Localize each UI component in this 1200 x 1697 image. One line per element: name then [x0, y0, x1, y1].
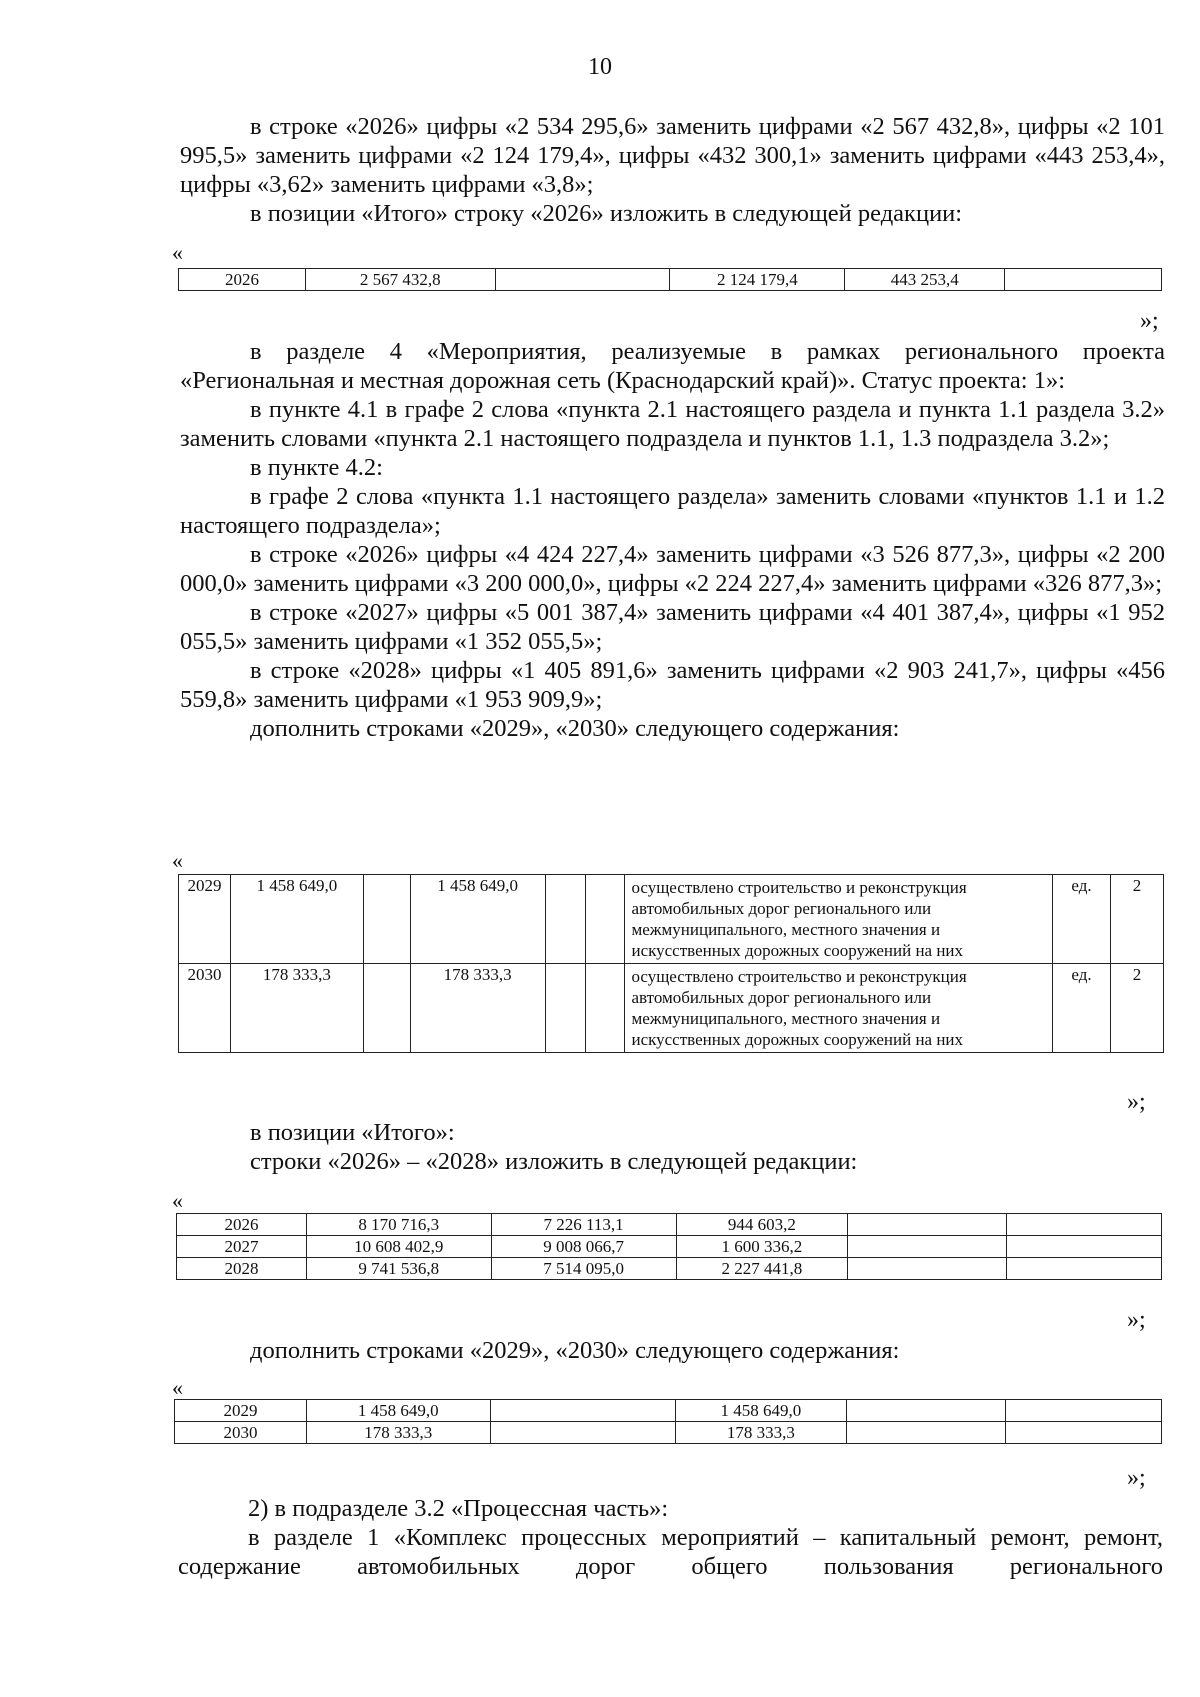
table-cell: [1007, 1236, 1162, 1258]
table-cell: [847, 1422, 1006, 1444]
table-totals-2029-2030: [174, 1399, 1162, 1444]
table-row: [175, 1400, 1162, 1422]
table-cell: 1 458 649,0: [306, 1400, 490, 1422]
table-row: [175, 1422, 1162, 1444]
paragraph: в разделе 1 «Комплекс процессных мероприятий – капитальный ремонт, ремонт, содержание автомобильных дорог общего пользования регионального: [178, 1524, 1163, 1580]
paragraph-block-4: [180, 1336, 1165, 1365]
paragraph: дополнить строками «2029», «2030» следующего содержания:: [250, 715, 900, 742]
table-cell: [1007, 1214, 1162, 1236]
table-cell: 1 458 649,0: [675, 1400, 847, 1422]
table-cell: [1006, 1400, 1162, 1422]
close-quote: »;: [1127, 1307, 1146, 1333]
close-quote: »;: [1127, 1089, 1146, 1115]
table-cell: [1007, 1258, 1162, 1280]
table-cell-unit: ед.: [1053, 875, 1111, 964]
table-row: [177, 1236, 1162, 1258]
table-cell: 2027: [177, 1236, 307, 1258]
table-cell: 2: [1110, 875, 1163, 964]
paragraph: в пункте 4.1 в графе 2 слова «пункта 2.1 настоящего раздела и пункта 1.1 раздела 3.2» заменить словами «пункта 2.1 настоящего подраздела и пунктов 1.1, 1.3 подраздела 3.2»;: [180, 396, 1165, 452]
table-cell: 2026: [179, 269, 306, 291]
table-cell: [848, 1214, 1007, 1236]
table-cell-description: осуществлено строительство и реконструкция автомобильных дорог регионального или межмуниципального, местного значения и искусственных дорожных сооружений на них: [625, 875, 1053, 964]
table-cell: [545, 875, 585, 964]
table-cell: 1 458 649,0: [410, 875, 545, 964]
table-cell: 2 124 179,4: [670, 269, 845, 291]
table-cell: 8 170 716,3: [306, 1214, 491, 1236]
table-row: [177, 1258, 1162, 1280]
paragraph-block-5: [178, 1494, 1163, 1581]
open-quote: «: [172, 1375, 183, 1400]
paragraph: в строке «2028» цифры «1 405 891,6» заменить цифрами «2 903 241,7», цифры «456 559,8» заменить цифрами «1 953 909,9»;: [180, 657, 1165, 713]
table-cell: [490, 1422, 675, 1444]
paragraph: в строке «2027» цифры «5 001 387,4» заменить цифрами «4 401 387,4», цифры «1 952 055,5» заменить цифрами «1 352 055,5»;: [180, 599, 1165, 655]
table-cell: [585, 875, 625, 964]
table-cell: [1006, 1422, 1162, 1444]
table-cell: [848, 1258, 1007, 1280]
paragraph-block-3: [180, 1118, 1165, 1176]
table-cell: 2026: [177, 1214, 307, 1236]
paragraph-block-1: [180, 112, 1165, 228]
table-2026-total: [178, 268, 1162, 291]
table-cell: 2 227 441,8: [676, 1258, 848, 1280]
paragraph: в пункте 4.2:: [250, 454, 383, 481]
table-cell: 2029: [175, 1400, 307, 1422]
table-row: [177, 1214, 1162, 1236]
close-quote: »;: [1127, 1465, 1146, 1491]
open-quote: «: [172, 1188, 183, 1213]
table-cell: [847, 1400, 1006, 1422]
table-cell: 10 608 402,9: [306, 1236, 491, 1258]
table-cell: 7 226 113,1: [491, 1214, 676, 1236]
table-cell: [1005, 269, 1162, 291]
table-cell: [363, 875, 410, 964]
paragraph-block-2: [180, 337, 1165, 743]
paragraph: в позиции «Итого» строку «2026» изложить в следующей редакции:: [250, 200, 963, 227]
table-cell: 9 008 066,7: [491, 1236, 676, 1258]
table-cell: [585, 964, 625, 1053]
table-cell: 1 458 649,0: [230, 875, 363, 964]
paragraph: строки «2026» – «2028» изложить в следующей редакции:: [250, 1148, 858, 1175]
table-totals-2026-2028: [176, 1213, 1162, 1280]
table-cell: 2030: [175, 1422, 307, 1444]
table-cell: 2: [1110, 964, 1163, 1053]
page-number: 10: [588, 54, 612, 80]
table-cell: 2029: [179, 875, 231, 964]
open-quote: «: [172, 240, 183, 265]
table-measures-2029-2030: [178, 874, 1164, 1053]
table-cell: 178 333,3: [306, 1422, 490, 1444]
table-cell: 9 741 536,8: [306, 1258, 491, 1280]
table-row: [179, 964, 1164, 1053]
table-cell: [490, 1400, 675, 1422]
table-cell: 7 514 095,0: [491, 1258, 676, 1280]
table-row: [179, 875, 1164, 964]
table-cell-description: осуществлено строительство и реконструкция автомобильных дорог регионального или межмуниципального, местного значения и искусственных дорожных сооружений на них: [625, 964, 1053, 1053]
paragraph: в графе 2 слова «пункта 1.1 настоящего раздела» заменить словами «пунктов 1.1 и 1.2 настоящего подраздела»;: [180, 483, 1165, 539]
table-cell: 944 603,2: [676, 1214, 848, 1236]
paragraph: дополнить строками «2029», «2030» следующего содержания:: [250, 1337, 900, 1364]
table-cell: 178 333,3: [410, 964, 545, 1053]
close-quote: »;: [1140, 308, 1159, 334]
table-cell: 2 567 432,8: [305, 269, 495, 291]
table-cell: 2030: [179, 964, 231, 1053]
paragraph: в позиции «Итого»:: [250, 1119, 455, 1146]
table-cell: [848, 1236, 1007, 1258]
table-cell-unit: ед.: [1053, 964, 1111, 1053]
paragraph: в строке «2026» цифры «4 424 227,4» заменить цифрами «3 526 877,3», цифры «2 200 000,0» заменить цифрами «3 200 000,0», цифры «2 224 227,4» заменить цифрами «326 877,3»;: [180, 541, 1165, 597]
table-row: [179, 269, 1162, 291]
open-quote: «: [172, 848, 183, 873]
table-cell: 1 600 336,2: [676, 1236, 848, 1258]
paragraph: в строке «2026» цифры «2 534 295,6» заменить цифрами «2 567 432,8», цифры «2 101 995,5» заменить цифрами «2 124 179,4», цифры «432 300,1» заменить цифрами «443 253,4», цифры «3,62» заменить цифрами «3,8»;: [180, 113, 1165, 198]
table-cell: 2028: [177, 1258, 307, 1280]
table-cell: [545, 964, 585, 1053]
table-cell: 178 333,3: [675, 1422, 847, 1444]
paragraph: в разделе 4 «Мероприятия, реализуемые в рамках регионального проекта «Региональная и местная дорожная сеть (Краснодарский край)». Статус проекта: 1»:: [180, 338, 1165, 394]
table-cell: 443 253,4: [845, 269, 1005, 291]
table-cell: [363, 964, 410, 1053]
paragraph: 2) в подразделе 3.2 «Процессная часть»:: [248, 1495, 669, 1522]
table-cell: 178 333,3: [230, 964, 363, 1053]
table-cell: [495, 269, 670, 291]
